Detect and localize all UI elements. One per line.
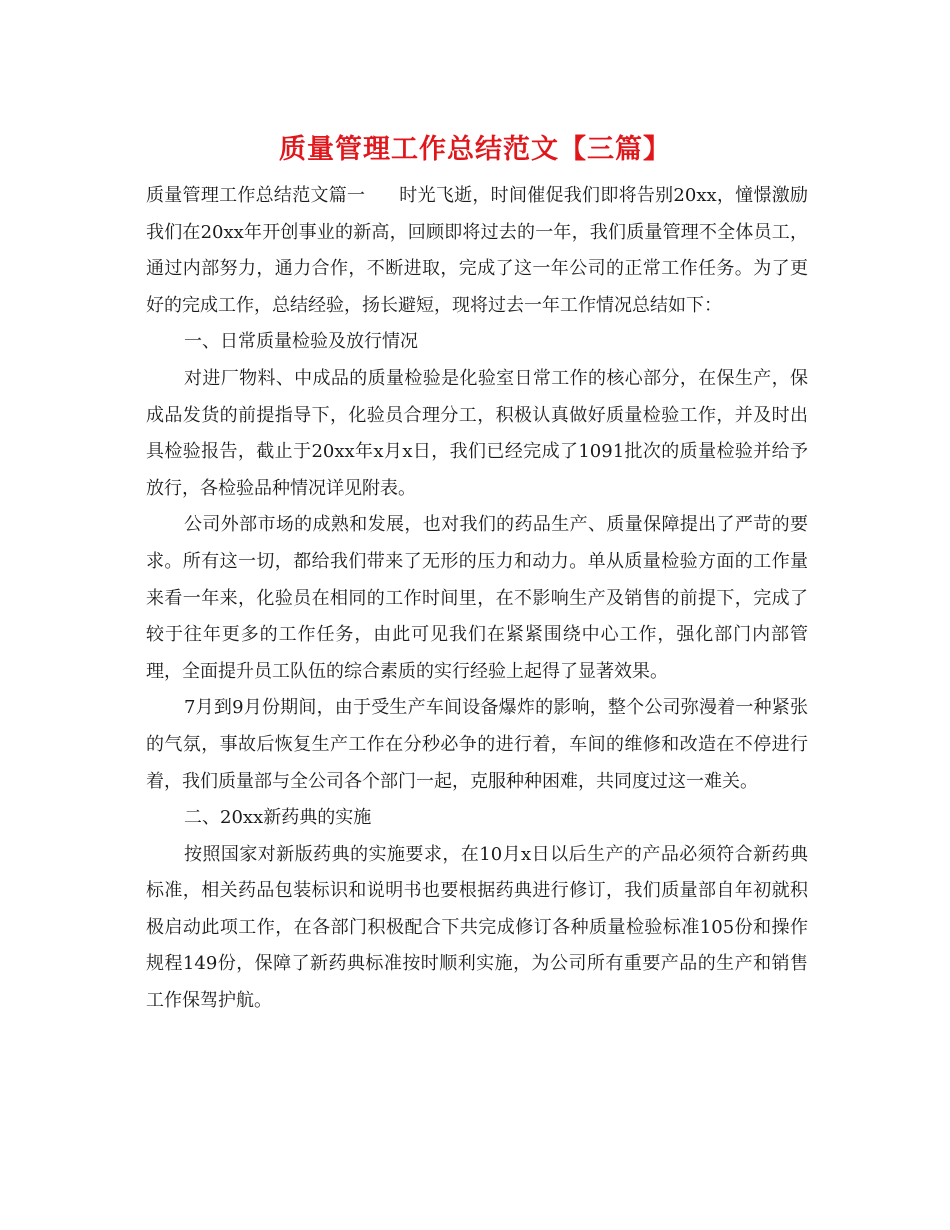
section-heading-1: 一、日常质量检验及放行情况: [184, 331, 418, 353]
intro-text: 时光飞逝，时间催促我们即将告别20xx，憧憬激励我们在20xx年开创事业的新高，回顾即将过去的一年，我们质量管理不全体员工，通过内部努力，通力合作，不断进取，完成了这一年公司的正常工作任务。为了更好的完成工作，总结经验，扬长避短，现将过去一年工作情况总结如下：: [146, 185, 808, 316]
document-title: 质量管理工作总结范文【三篇】: [279, 134, 671, 165]
paragraph-3: 7月到9月份期间，由于受生产车间设备爆炸的影响，整个公司弥漫着一种紧张的气氛，事故后恢复生产工作在分秒必争的进行着，车间的维修和改造在不停进行着，我们质量部与全公司各个部门一起，克服种种困难，共同度过这一难关。: [146, 697, 808, 792]
intro-paragraph: [146, 178, 808, 324]
paragraph-2: 公司外部市场的成熟和发展，也对我们的药品生产、质量保障提出了严苛的要求。所有这一切，都给我们带来了无形的压力和动力。单从质量检验方面的工作量来看一年来，化验员在相同的工作时间里，在不影响生产及销售的前提下，完成了较于往年更多的工作任务，由此可见我们在紧紧围绕中心工作，强化部门内部管理，全面提升员工队伍的综合素质的实行经验上起得了显著效果。: [146, 514, 808, 682]
paragraph-1: 对进厂物料、中成品的质量检验是化验室日常工作的核心部分，在保生产，保成品发货的前提指导下，化验员合理分工，积极认真做好质量检验工作，并及时出具检验报告，截止于20xx年x月x日，我们已经完成了1091批次的质量检验并给予放行，各检验品种情况详见附表。: [146, 367, 808, 499]
section-lead: 质量管理工作总结范文篇一: [146, 185, 366, 206]
section-heading-2: 二、20xx新药典的实施: [184, 807, 372, 829]
document-body: [146, 178, 808, 1020]
paragraph-4: 按照国家对新版药典的实施要求，在10月x日以后生产的产品必须符合新药典标准，相关药品包装标识和说明书也要根据药典进行修订，我们质量部自年初就积极启动此项工作，在各部门积极配合下共完成修订各种质量检验标准105份和操作规程149份，保障了新药典标准按时顺利实施，为公司所有重要产品的生产和销售工作保驾护航。: [146, 843, 808, 1012]
